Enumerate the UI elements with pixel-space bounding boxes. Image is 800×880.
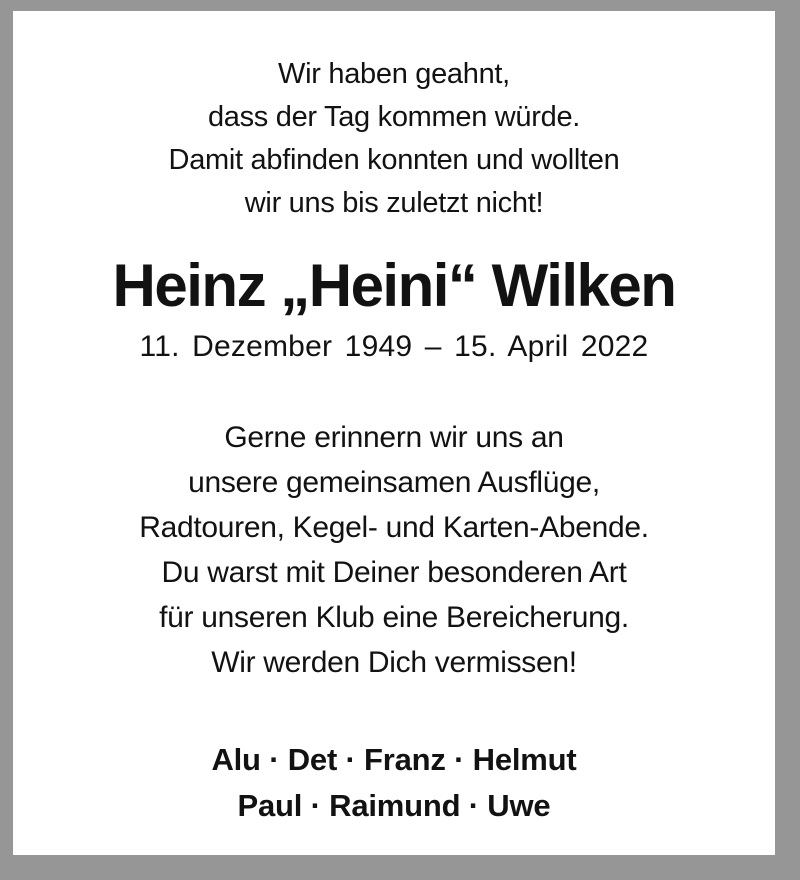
memorial-text xyxy=(13,415,775,685)
memorial-line: Wir werden Dich vermissen! xyxy=(211,646,577,679)
opening-verse xyxy=(13,53,775,225)
life-dates: 11. Dezember 1949 – 15. April 2022 xyxy=(139,330,649,363)
memorial-line: Du warst mit Deiner besonderen Art xyxy=(161,556,627,589)
memorial-line: Radtouren, Kegel- und Karten-Abende. xyxy=(139,511,649,544)
verse-line: wir uns bis zuletzt nicht! xyxy=(244,187,544,219)
verse-line: Wir haben geahnt, xyxy=(278,58,510,90)
deceased-name: Heinz „Heini“ Wilken xyxy=(112,252,676,319)
mourner-line: Paul · Raimund · Uwe xyxy=(237,788,551,823)
mourner-line: Alu · Det · Franz · Helmut xyxy=(211,742,577,777)
memorial-line: unsere gemeinsamen Ausflüge, xyxy=(188,466,600,499)
mourner-names xyxy=(13,737,775,829)
verse-line: dass der Tag kommen würde. xyxy=(207,101,581,133)
verse-line: Damit abfinden konnten und wollten xyxy=(168,144,620,176)
memorial-line: Gerne erinnern wir uns an xyxy=(224,421,564,454)
memorial-line: für unseren Klub eine Bereicherung. xyxy=(159,601,629,634)
obituary-notice xyxy=(13,11,775,855)
